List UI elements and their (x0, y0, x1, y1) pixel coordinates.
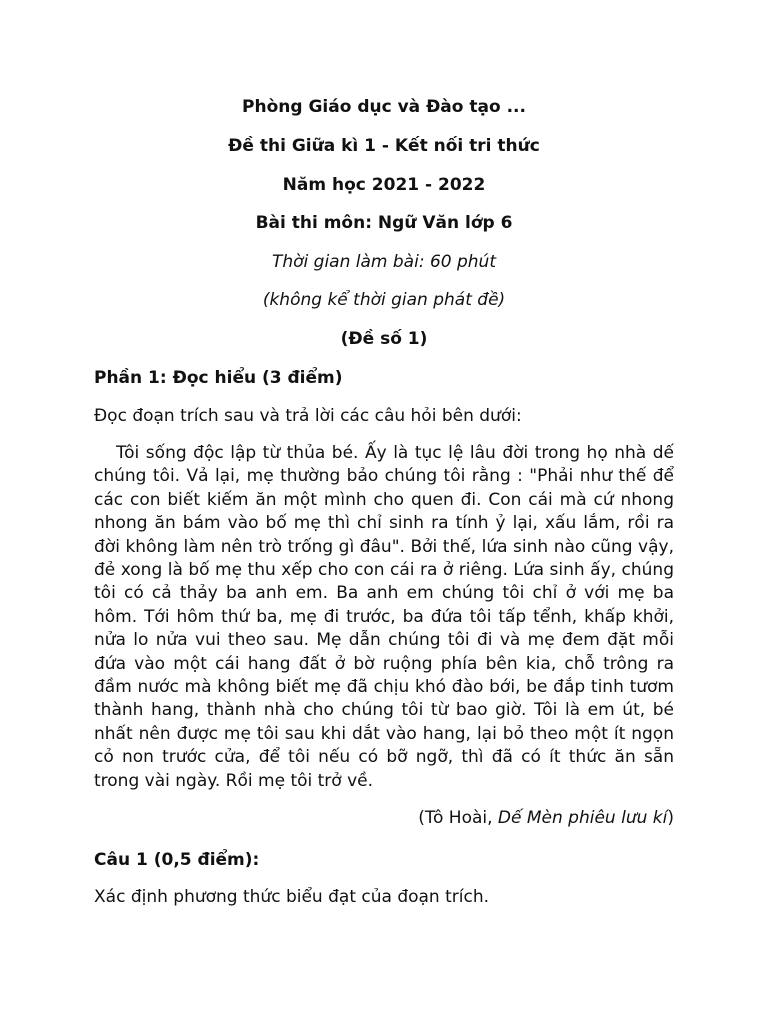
question-text: Xác định phương thức biểu đạt của đoạn trích. (94, 887, 490, 907)
exam-title: Đề thi Giữa kì 1 - Kết nối tri thức (228, 136, 540, 156)
source-suffix: ) (667, 808, 674, 828)
duration-text: Thời gian làm bài: 60 phút (271, 252, 496, 272)
section-title: Phần 1: Đọc hiểu (3 điểm) (94, 368, 343, 388)
reading-passage: Tôi sống độc lập từ thủa bé. Ấy là tục lệ lâu đời trong họ nhà dế chúng tôi. Vả lại, mẹ thường bảo chúng tôi rằng : "Phải như thế để các con biết kiếm ăn một mình cho quen đi. Con cái mà cứ nhong nhong ăn bám vào bố mẹ thì chỉ sinh ra tính ỷ lại, xấu lắm, rồi ra đời không làm nên trò trống gì đâu". Bởi thế, lứa sinh nào cũng vậy, đẻ xong là bố mẹ thu xếp cho con cái ra ở riêng. Lứa sinh ấy, chúng tôi có cả thảy ba anh em. Ba anh em chúng tôi chỉ ở với mẹ ba hôm. Tới hôm thứ ba, mẹ đi trước, ba đứa tôi tấp tểnh, khấp khởi, nửa lo nửa vui theo sau. Mẹ dẫn chúng tôi đi và mẹ đem đặt mỗi đứa vào một cái hang đất ở bờ ruộng phía bên kia, chỗ trông ra đầm nước mà không biết mẹ đã chịu khó đào bới, be đắp tinh tươm thành hang, thành nhà cho chúng tôi từ bao giờ. Tôi là em út, bé nhất nên được mẹ tôi sau khi dắt vào hang, lại bỏ theo một ít ngọn cỏ non trước cửa, để tôi nếu có bỡ ngỡ, thì đã có ít thức ăn sẵn trong vài ngày. Rồi mẹ tôi trở về. (94, 443, 674, 791)
school-year: Năm học 2021 - 2022 (282, 175, 486, 195)
source-prefix: (Tô Hoài, (418, 808, 498, 828)
duration-note: (không kể thời gian phát đề) (262, 290, 506, 310)
section-instruction: Đọc đoạn trích sau và trả lời các câu hỏi bên dưới: (94, 406, 522, 426)
source-work-title: Dế Mèn phiêu lưu kí (497, 808, 668, 828)
question-title: Câu 1 (0,5 điểm): (94, 850, 260, 870)
passage-source (94, 807, 674, 829)
subject-heading: Bài thi môn: Ngữ Văn lớp 6 (255, 213, 513, 233)
department-heading: Phòng Giáo dục và Đào tạo ... (242, 97, 526, 117)
exam-number: (Đề số 1) (340, 329, 428, 349)
